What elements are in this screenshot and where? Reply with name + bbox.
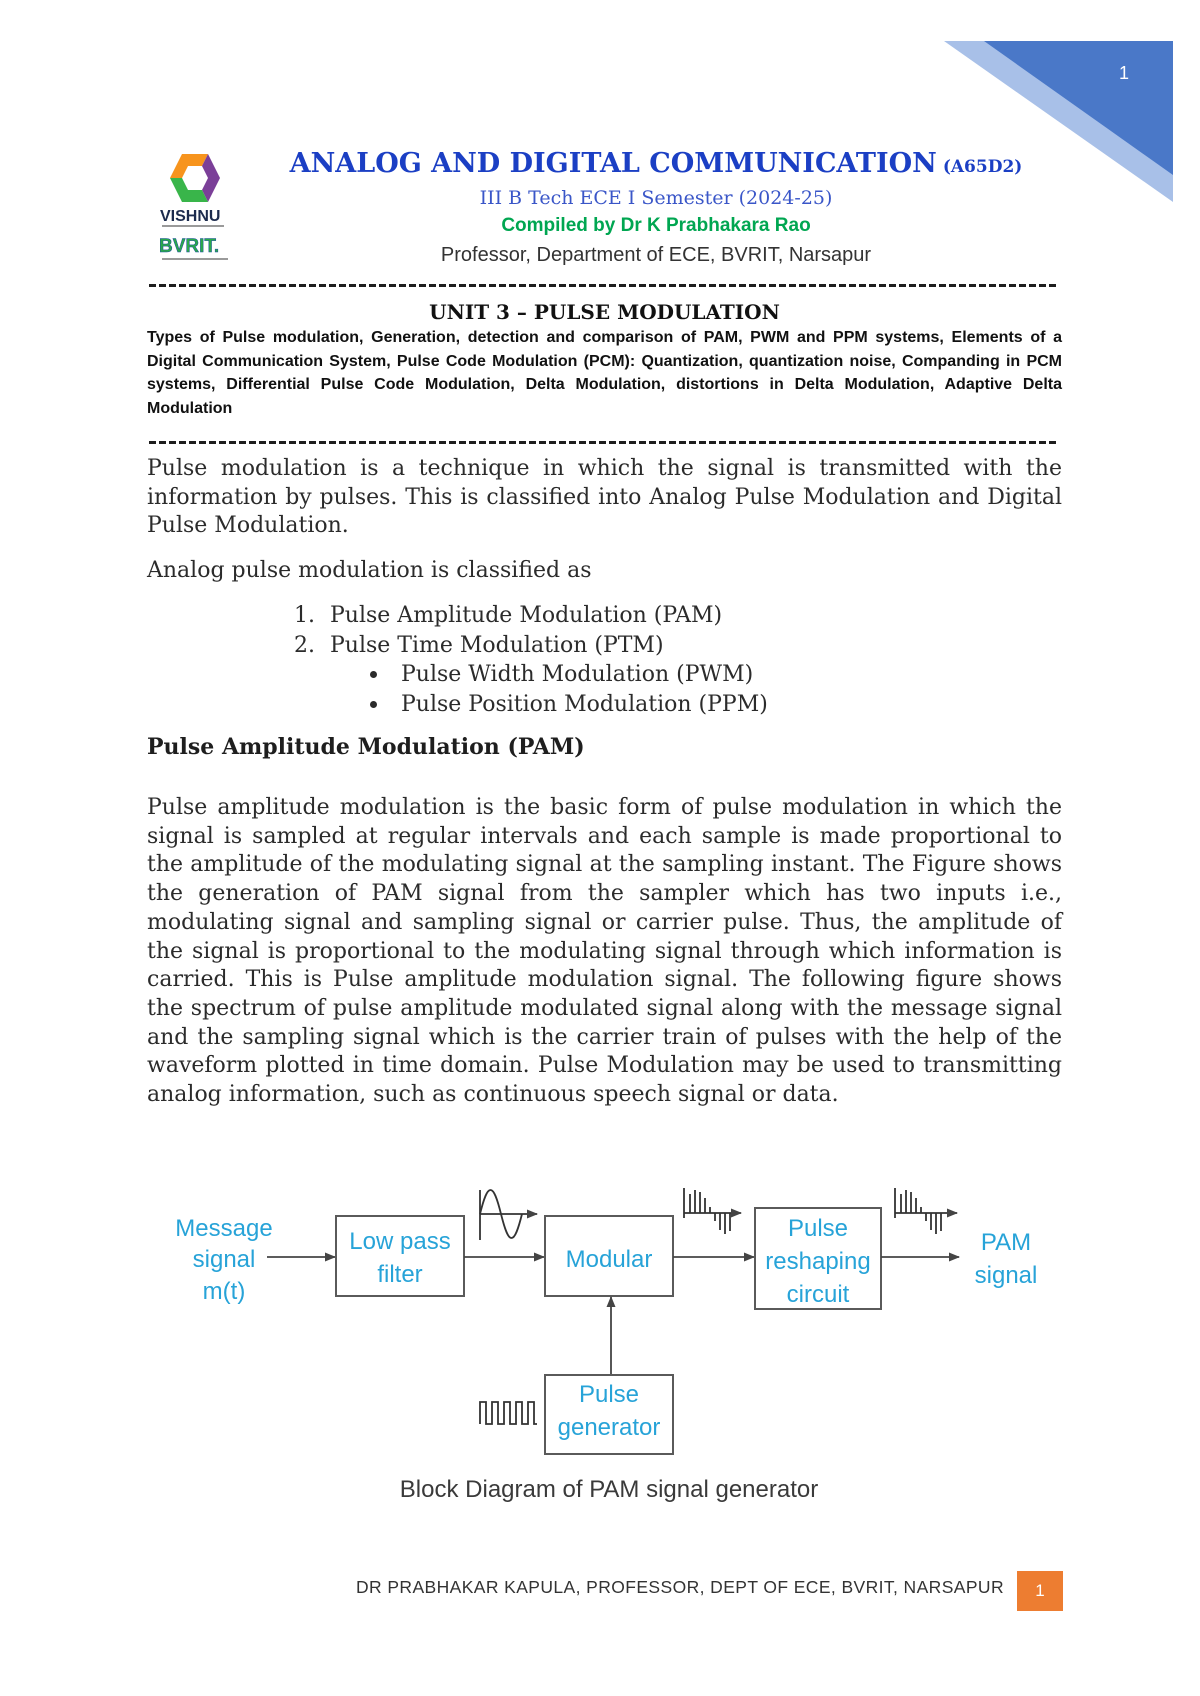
input-label-line: Message [175, 1215, 273, 1242]
dashed-divider-top [149, 284, 1056, 287]
reshaper-label-line: reshaping [765, 1248, 871, 1275]
lpf-label-line: Low pass [349, 1228, 451, 1255]
lpf-label-line: filter [377, 1261, 423, 1288]
page-number-top: 1 [1118, 63, 1130, 83]
course-title: ANALOG AND DIGITAL COMMUNICATION [289, 148, 937, 179]
sine-wave-icon [480, 1190, 537, 1240]
list-text: Pulse Time Modulation (PTM) [330, 632, 664, 658]
list-text: Pulse Amplitude Modulation (PAM) [330, 603, 723, 628]
pam-pulse-train-icon [684, 1188, 741, 1234]
intro-paragraph: Pulse modulation is a technique in which the signal is transmitted with the information by pulses. This is classified into Analog Pulse Modulation and Digital Pulse Modulation. [147, 456, 1062, 538]
list-number: 1. [294, 603, 315, 628]
classification-lead: Analog pulse modulation is classified as [147, 558, 592, 583]
pam-pulse-train-icon [895, 1188, 957, 1234]
affiliation-line: Professor, Department of ECE, BVRIT, Narsapur [440, 244, 872, 266]
classification-list [0, 601, 1200, 719]
list-item [0, 631, 1200, 661]
bullet-icon [370, 701, 377, 708]
list-number: 2. [294, 632, 315, 658]
logo-tagline-mark [162, 225, 224, 227]
generator-label-line: generator [557, 1414, 661, 1441]
input-label-line: m(t) [202, 1278, 246, 1305]
output-label-line: PAM [980, 1229, 1032, 1256]
unit-title: UNIT 3 – PULSE MODULATION [429, 300, 780, 324]
pam-paragraph: Pulse amplitude modulation is the basic form of pulse modulation in which the signal is sampled at regular intervals and each sample is made proportional to the amplitude of the modulating signal at the sampling instant. The Figure shows the generation of PAM signal from the sampler which has two inputs i.e., modulating signal and sampling signal or carrier pulse. Thus, the amplitude of the signal is proportional to the modulating signal through which information is carried. This is Pulse amplitude modulation signal. The following figure shows the spectrum of pulse amplitude modulated signal along with the message signal and the sampling signal which is the carrier train of pulses with the help of the waveform plotted in time domain. Pulse Modulation may be used to transmitting analog information, such as continuous speech signal or data. [147, 795, 1062, 1108]
logo-name: VISHNU [160, 208, 221, 225]
semester-line: III B Tech ECE I Semester (2024-25) [479, 187, 833, 209]
unit-syllabus: Types of Pulse modulation, Generation, detection and comparison of PAM, PWM and PPM systems, Elements of a Digital Communication System, Pulse Code Modulation (PCM): Quantization, quantization noise, Companding in PCM systems, Differential Pulse Code Modulation, Delta Modulation, distortions in Delta Modulation, Adaptive Delta Modulation [147, 329, 1062, 417]
reshaper-label-line: Pulse [787, 1215, 849, 1242]
output-label-line: signal [974, 1262, 1038, 1289]
institution-logo [158, 150, 240, 270]
pam-block-diagram [150, 1170, 1060, 1515]
dashed-divider-bottom [149, 441, 1056, 444]
footer-author: DR PRABHAKAR KAPULA, PROFESSOR, DEPT OF ECE, BVRIT, NARSAPUR [356, 1577, 1004, 1597]
sublist-item [0, 660, 1200, 690]
input-label-line: signal [192, 1246, 256, 1273]
sublist-text: Pulse Position Modulation (PPM) [401, 691, 768, 717]
figure-caption: Block Diagram of PAM signal generator [399, 1476, 819, 1503]
bullet-icon [370, 671, 377, 678]
logo-brand: BVRIT. [159, 236, 220, 257]
modulator-label: Modular [565, 1246, 653, 1273]
course-code: (A65D2) [942, 157, 1023, 177]
logo-subtagline-mark [162, 258, 228, 260]
square-wave-icon [480, 1402, 537, 1424]
list-item [0, 601, 1200, 631]
section-heading: Pulse Amplitude Modulation (PAM) [147, 734, 585, 760]
document-title-line [260, 146, 1052, 182]
reshaper-label-line: circuit [786, 1281, 850, 1308]
compiled-by-line: Compiled by Dr K Prabhakara Rao [501, 215, 811, 236]
generator-label-line: Pulse [578, 1381, 640, 1408]
sublist-text: Pulse Width Modulation (PWM) [401, 662, 754, 687]
sublist-item [0, 690, 1200, 720]
page-number-badge: 1 [1017, 1571, 1063, 1611]
logo-purple-segment [202, 154, 220, 202]
